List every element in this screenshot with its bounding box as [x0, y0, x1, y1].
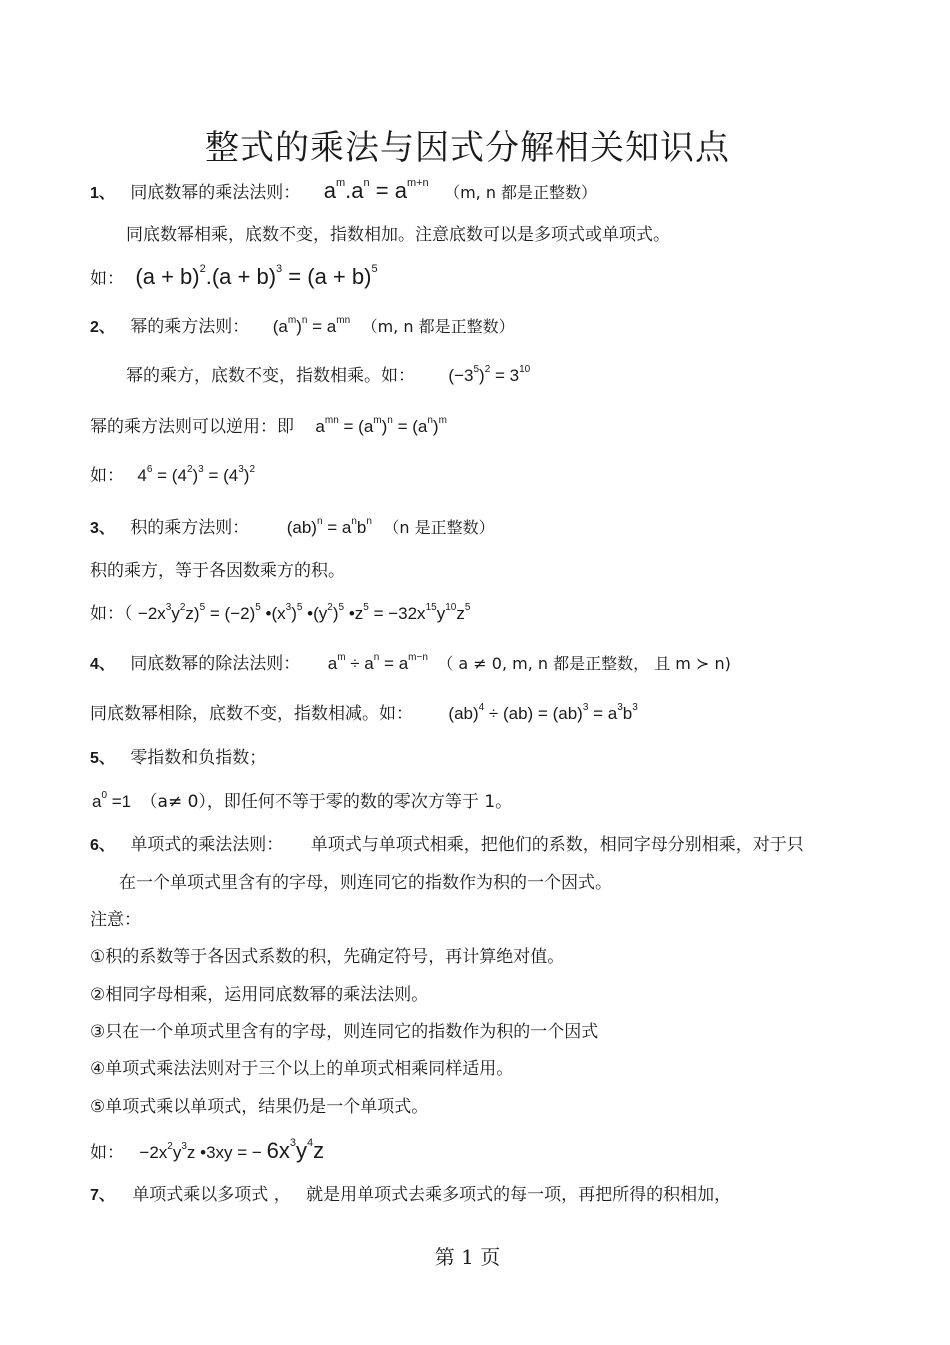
- section-description: 就是用单项式去乘多项式的每一项，再把所得的积相加，: [306, 1185, 732, 1205]
- condition: （n 是正整数）: [383, 518, 495, 537]
- example-formula: $(-3^5)^2 = 3^{10}$: [448, 364, 531, 385]
- example-prefix: 如：: [90, 269, 124, 289]
- note-item: ④单项式乘法法则对于三个以上的单项式相乘同样适用。: [90, 1059, 514, 1079]
- formula: $(a^m)^n = a^{mn}$: [272, 315, 351, 336]
- section-6-example: [90, 1137, 325, 1164]
- section-label: 单项式乘以多项式 ，: [132, 1185, 291, 1205]
- section-6-description-cont: 在一个单项式里含有的字母，则连同它的指数作为积的一个因式。: [119, 873, 612, 893]
- section-1-description: 同底数幂相乘，底数不变，指数相加。注意底数可以是多项式或单项式。: [126, 225, 670, 245]
- note-item: ⑤单项式乘以单项式，结果仍是一个单项式。: [90, 1097, 429, 1117]
- formula: $a^m.a^n = a^{m+n}$: [323, 177, 429, 203]
- section-1-example: [90, 263, 378, 290]
- section-number: 2、: [90, 319, 115, 336]
- example-formula: $-2x^3y^2z)^5 = (-2)^5$ $•(x^3)^5$ $•(y^2)^5$ $•z^5 = -32x^{15}y^{10}z^5$: [137, 602, 471, 623]
- condition: （ a ≠ 0, m, n 都是正整数， 且 m ≻ n): [437, 654, 731, 673]
- example-formula: $-2x^2y^3z$ •3xy = − $6x^3y^4z$: [139, 1137, 325, 1163]
- note-title: 注意：: [90, 910, 141, 930]
- example-prefix: 如：: [90, 466, 124, 486]
- page-number: 第 1 页: [434, 1245, 501, 1269]
- section-5-description: $a^0 =1$ （a≠ 0），即任何不等于零的数的零次方等于 1。: [92, 790, 513, 812]
- section-3-description: 积的乘方，等于各因数乘方的积。: [90, 561, 345, 581]
- section-label: 积的乘方法则：: [130, 518, 250, 538]
- section-number: 7、: [90, 1187, 115, 1204]
- section-6-heading: [90, 834, 804, 857]
- section-4-heading: [90, 653, 731, 676]
- section-2-description: 幂的乘方，底数不变，指数相乘。如： $(-3^5)^2 = 3^{10}$: [126, 364, 531, 386]
- example-formula: $4^6 = (4^2)^3 = (4^3)^2$: [137, 464, 256, 485]
- section-number: 4、: [90, 656, 115, 673]
- formula: $(ab)^n = a^nb^n$: [286, 516, 372, 537]
- section-3-heading: [90, 517, 495, 540]
- section-number: 6、: [90, 837, 115, 854]
- example-prefix: 如：（: [90, 604, 133, 624]
- section-label: 零指数和负指数；: [130, 748, 267, 768]
- section-number: 3、: [90, 520, 115, 537]
- section-3-example: [90, 603, 470, 625]
- section-4-description: 同底数幂相除，底数不变，指数相减。如： $(ab)^4 \div (ab) = (ab)^3 = a^3b^3$: [90, 702, 638, 724]
- section-label: 同底数幂的乘法法则：: [130, 183, 301, 203]
- section-5-heading: [90, 747, 266, 770]
- section-label: 同底数幂的除法法则：: [130, 654, 301, 674]
- section-2-example: [90, 465, 255, 487]
- section-label: 幂的乘方法则：: [130, 317, 250, 337]
- example-formula: $(a + b)^2.(a + b)^3 = (a + b)^5$: [135, 263, 378, 289]
- note-item: ①积的系数等于各因式系数的积，先确定符号，再计算绝对值。: [90, 947, 565, 967]
- example-formula: $(ab)^4 \div (ab) = (ab)^3 = a^3b^3$: [448, 702, 638, 723]
- section-description: 单项式与单项式相乘，把他们的系数，相同字母分别相乘，对于只: [310, 835, 804, 855]
- section-2-heading: [90, 316, 515, 339]
- example-prefix: 如：: [90, 1143, 124, 1163]
- reverse-formula: $a^{mn} = (a^m)^n = (a^n)^m$: [315, 415, 447, 436]
- page-title: 整式的乘法与因式分解相关知识点: [205, 128, 730, 168]
- section-1-heading: [90, 177, 598, 205]
- formula: $a^m \div a^n = a^{m-n}$: [327, 652, 428, 673]
- section-label: 单项式的乘法法则：: [130, 835, 284, 855]
- section-2-reverse: 幂的乘方法则可以逆用：即 $a^{mn} = (a^m)^n = (a^n)^m$: [90, 415, 447, 437]
- section-number: 5、: [90, 750, 115, 767]
- condition: （m, n 都是正整数）: [361, 317, 515, 336]
- note-item: ③只在一个单项式里含有的字母，则连同它的指数作为积的一个因式: [90, 1022, 599, 1042]
- condition: （m, n 都是正整数）: [444, 183, 598, 202]
- formula: $a^0 =1$: [92, 790, 132, 811]
- section-number: 1、: [90, 185, 115, 202]
- note-item: ②相同字母相乘，运用同底数幂的乘法法则。: [90, 985, 429, 1005]
- section-7-heading: [90, 1184, 731, 1207]
